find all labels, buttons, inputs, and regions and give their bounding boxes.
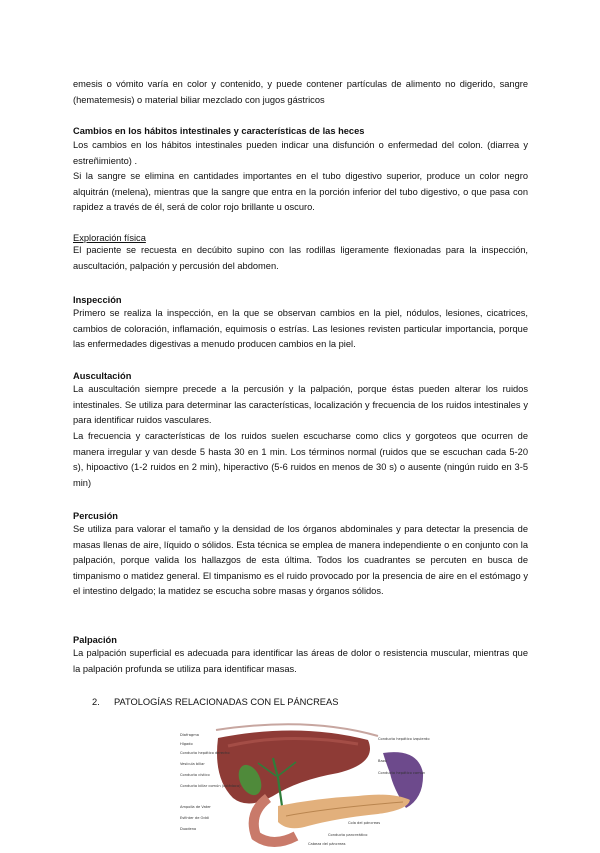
figure-label-left: Esfínter de Oddi: [180, 816, 209, 820]
figure-label-right: Cola del páncreas: [348, 821, 381, 825]
intro-paragraph: emesis o vómito varía en color y contenido, y puede contener partículas de alimento no digerido, sangre (hematemesis) o material biliar mezclado con jugos gástricos: [73, 79, 528, 105]
figure-label-right: Cabeza del páncreas: [308, 842, 346, 846]
palpacion-paragraph: La palpación superficial es adecuada para identificar las áreas de dolor o resistencia muscular, mientras que la palpación profunda se utiliza para identificar masas.: [73, 648, 528, 674]
heading-cambios: Cambios en los hábitos intestinales y características de las heces: [73, 126, 365, 136]
cambios-paragraph-2: Si la sangre se elimina en cantidades importantes en el tubo digestivo superior, produce un color negro alquitrán (melena), mientras que la sangre que entra en la porción inferior del tubo digestivo, o que pasa con rapidez a través de él, será de color rojo brillante u oscuro.: [73, 171, 528, 213]
heading-inspeccion: Inspección: [73, 295, 122, 305]
figure-label-left: Hígado: [180, 742, 193, 746]
auscultacion-paragraph-1: La auscultación siempre precede a la percusión y la palpación, porque éstas pueden alterar los ruidos intestinales. Se utiliza para determinar las características, localización y frecuencia de los ruidos intestinales y para identificar ruidos vasculares.: [73, 384, 528, 426]
figure-label-left: Conducto cístico: [180, 773, 210, 777]
pancreas-shape: [278, 795, 410, 829]
section-2-title: PATOLOGÍAS RELACIONADAS CON EL PÁNCREAS: [114, 697, 339, 707]
figure-label-left: Vesícula biliar: [180, 762, 205, 766]
inspeccion-paragraph: Primero se realiza la inspección, en la que se observan cambios en la piel, nódulos, lesiones, cicatrices, cambios de coloración, inflamación, equimosis o estrías. Las lesiones revisten particular importancia, porque las enfermedades digestivas a menudo producen cambios en la piel.: [73, 308, 528, 350]
auscultacion-paragraph-2: La frecuencia y características de los ruidos suelen escucharse como clics y gorgoteos que ocurren de manera irregular y van desde 5 hasta 30 en 1 min. Los términos normal (ruidos que se escuchan cada 5-20 s), hipoactivo (1-2 ruidos en 2 min), hiperactivo (5-6 ruidos en menos de 30 s) o ausente (ningún ruido en 3-5 min): [73, 431, 528, 488]
pancreas-anatomy-figure: [178, 718, 438, 848]
section-2-heading: [92, 697, 338, 707]
figure-label-left: Conducto hepático derecho: [180, 751, 230, 755]
pancreas-anatomy-illustration: [178, 718, 438, 848]
figure-label-left: Duodeno: [180, 827, 197, 831]
percusion-paragraph: Se utiliza para valorar el tamaño y la densidad de los órganos abdominales y para detectar la presencia de masas llenas de aire, líquido o sólidos. Esta técnica se emplea de manera independiente o en conjunto con la palpación, porque valida los hallazgos de esta última. Todos los cuadrantes se percuten en busca de timpanismo o matidez general. El timpanismo es el ruido provocado por la presencia de aire en el estómago y el intestino delgado; la matidez se escucha sobre masas y órganos sólidos.: [73, 524, 528, 597]
figure-label-right: Conducto hepático común: [378, 771, 426, 775]
cambios-paragraph-1: Los cambios en los hábitos intestinales pueden indicar una disfunción o enfermedad del colon. (diarrea y estreñimiento) .: [73, 140, 528, 166]
figure-label-left: Conducto biliar común (colédoco): [180, 784, 241, 788]
heading-exploracion: Exploración física: [73, 233, 146, 243]
section-2-number: 2.: [92, 697, 100, 707]
exploracion-paragraph: El paciente se recuesta en decúbito supino con las rodillas ligeramente flexionadas para la inspección, auscultación, palpación y percusión del abdomen.: [73, 245, 528, 271]
figure-label-left: Ampolla de Vater: [180, 805, 211, 809]
figure-label-right: Bazo: [378, 759, 387, 763]
heading-percusion: Percusión: [73, 511, 118, 521]
figure-label-left: Diafragma: [180, 733, 199, 737]
heading-palpacion: Palpación: [73, 635, 117, 645]
figure-label-right: Conducto hepático izquierdo: [378, 737, 430, 741]
figure-label-right: Conducto pancreático: [328, 833, 368, 837]
heading-auscultacion: Auscultación: [73, 371, 132, 381]
